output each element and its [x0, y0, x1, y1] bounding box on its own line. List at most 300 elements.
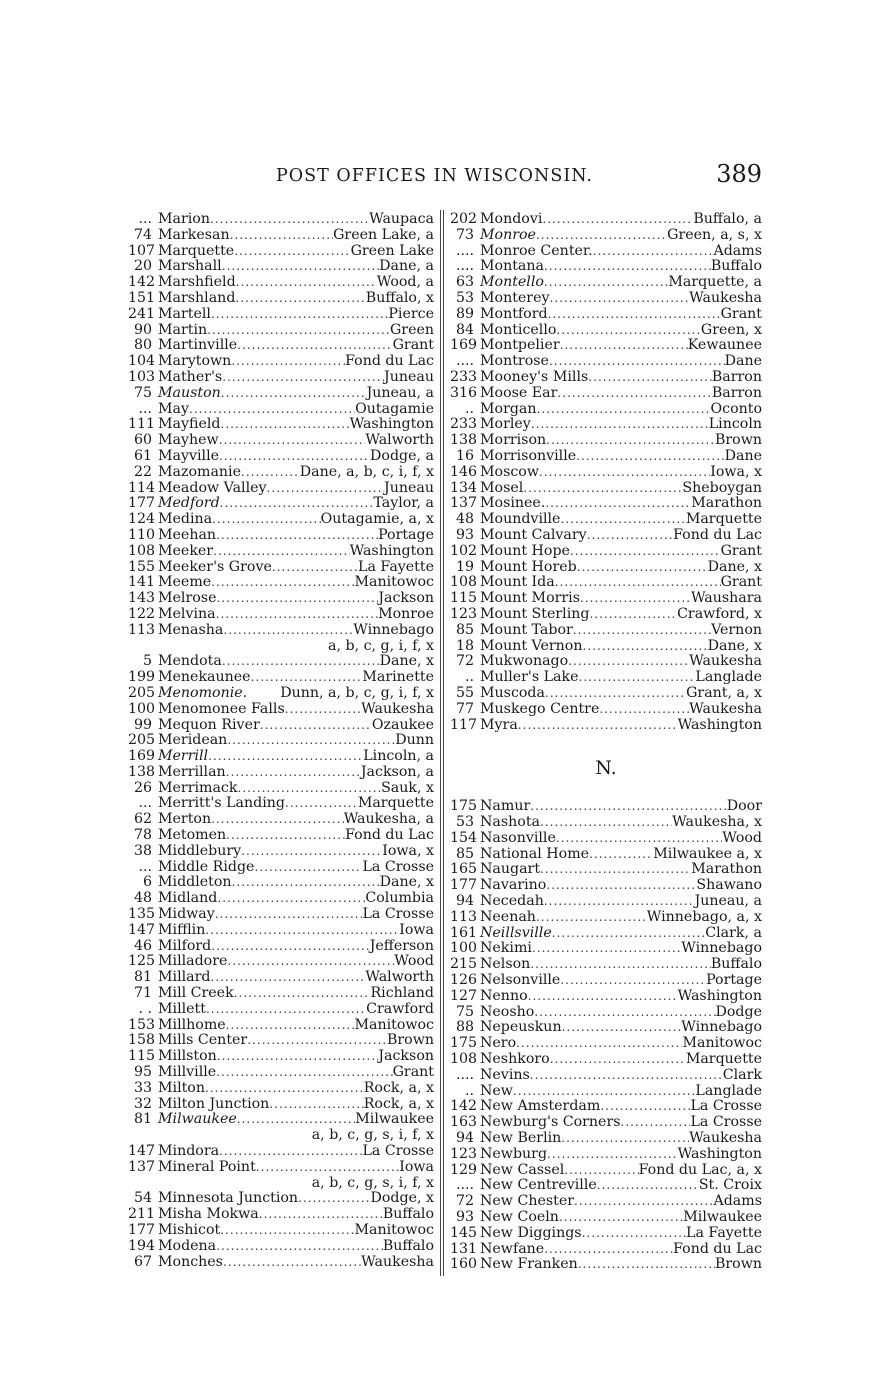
list-item	[128, 1160, 434, 1176]
post-office-name: Marquette	[158, 242, 235, 259]
county-name: Walworth	[365, 432, 434, 449]
post-office-number: 99	[133, 716, 152, 733]
post-office-number: 20	[133, 258, 152, 275]
dot-leader	[542, 212, 693, 228]
post-office-name: Mather's	[158, 368, 223, 385]
post-office-name: Mayville	[158, 447, 220, 464]
dot-leader	[222, 259, 379, 275]
post-office-number: 94	[455, 1130, 474, 1147]
post-office-number: 155	[128, 558, 156, 575]
list-item	[450, 544, 762, 560]
list-item	[450, 1020, 762, 1036]
list-item	[128, 370, 434, 386]
post-office-number: 137	[128, 1158, 156, 1175]
dot-leader	[216, 1239, 383, 1255]
post-office-name: Menekaunee	[158, 669, 251, 686]
dot-leader	[546, 878, 696, 894]
county-name: Wood, a	[376, 274, 434, 291]
post-office-number: . .	[138, 1000, 152, 1017]
dot-leader	[588, 370, 712, 386]
post-office-number: 103	[128, 368, 156, 385]
post-office-number: 100	[128, 700, 156, 717]
post-office-name: Monterey	[480, 289, 550, 306]
county-name: Jackson	[378, 1048, 434, 1065]
list-item	[128, 496, 434, 512]
dot-leader	[534, 1005, 715, 1021]
post-office-number: 138	[450, 432, 478, 449]
dot-leader	[216, 607, 378, 623]
list-item	[450, 831, 762, 847]
post-office-name: Mindora	[158, 1143, 220, 1160]
dot-leader	[285, 796, 358, 812]
list-item	[450, 686, 762, 702]
dot-leader	[555, 575, 721, 591]
post-office-number: 169	[128, 748, 156, 765]
dot-leader	[234, 244, 350, 260]
county-name: La Fayette	[686, 1224, 762, 1241]
county-name: La Crosse	[362, 858, 434, 875]
dot-leader	[208, 749, 363, 765]
post-office-name: Milton Junction	[158, 1095, 270, 1112]
post-office-number: 48	[133, 890, 152, 907]
county-name: Vernon	[711, 621, 762, 638]
county-name: Jefferson	[369, 937, 434, 954]
post-office-number: 169	[450, 337, 478, 354]
county-name: Brown	[386, 1032, 434, 1049]
dot-leader	[237, 781, 381, 797]
dot-leader	[219, 449, 370, 465]
dot-leader	[589, 607, 677, 623]
post-office-name: Millett	[158, 1000, 206, 1017]
county-name: Buffalo, x	[365, 289, 434, 306]
post-office-number: 161	[450, 924, 478, 941]
county-name: La Crosse	[690, 1098, 762, 1115]
dot-leader	[600, 1099, 690, 1115]
dot-leader	[211, 575, 354, 591]
post-office-number: 102	[450, 542, 478, 559]
county-name: Dodge, a	[370, 447, 434, 464]
left-column	[128, 212, 434, 1270]
post-office-number: 158	[128, 1032, 156, 1049]
list-item	[450, 291, 762, 307]
list-item	[128, 307, 434, 323]
dot-leader	[212, 512, 321, 528]
post-office-name: Marshall	[158, 258, 222, 275]
county-name: Grant	[392, 1064, 434, 1081]
post-office-number: 72	[455, 653, 474, 670]
county-name: Washington	[677, 716, 762, 733]
post-office-number: 233	[450, 368, 478, 385]
post-office-name: Menomonie.	[158, 684, 248, 701]
list-item	[450, 815, 762, 831]
list-item	[450, 1036, 762, 1052]
post-office-name: New	[480, 1082, 513, 1099]
county-name: Brown	[714, 1256, 762, 1273]
county-name: Waukesha	[689, 653, 762, 670]
dot-leader	[531, 417, 709, 433]
list-item	[450, 847, 762, 863]
dot-leader	[210, 212, 369, 228]
post-office-name: Martell	[158, 305, 211, 322]
post-office-name: Millston	[158, 1048, 217, 1065]
list-item	[450, 1242, 762, 1258]
list-item	[450, 402, 762, 418]
dot-leader	[574, 1194, 713, 1210]
dot-leader	[210, 970, 365, 986]
dot-leader	[547, 1147, 678, 1163]
county-name: Dane, x	[379, 653, 434, 670]
post-office-number: ...	[138, 211, 152, 227]
county-name: Dane, a, b, c, i, f, x	[299, 463, 434, 480]
post-office-number: 137	[450, 495, 478, 512]
post-office-number: 22	[133, 463, 152, 480]
list-item	[128, 670, 434, 686]
county-name: Waukesha	[689, 289, 762, 306]
post-office-number: 61	[133, 447, 152, 464]
post-office-name: New Chester	[480, 1193, 575, 1210]
post-office-number: 202	[450, 211, 478, 227]
post-office-name: Morrisonville	[480, 447, 577, 464]
dot-leader	[217, 1049, 379, 1065]
post-office-name: Mount Hope	[480, 542, 570, 559]
county-name: Brown	[714, 432, 762, 449]
post-office-name: Milton	[158, 1079, 205, 1096]
list-item	[450, 1005, 762, 1021]
post-office-number: 26	[133, 779, 152, 796]
list-item	[450, 481, 762, 497]
dot-leader	[231, 354, 345, 370]
dot-leader	[560, 973, 706, 989]
county-name: Waukesha, x	[672, 814, 762, 831]
list-item	[450, 449, 762, 465]
list-item	[128, 228, 434, 244]
dot-leader	[219, 433, 366, 449]
post-office-name: Medina	[158, 511, 213, 528]
dot-leader	[235, 291, 365, 307]
post-office-number: 95	[133, 1064, 152, 1081]
county-name: Sheboygan	[682, 479, 762, 496]
post-office-name: Martinville	[158, 337, 238, 354]
county-name: Marathon	[691, 495, 762, 512]
county-name: Winnebago	[681, 1019, 762, 1036]
post-office-name: Menomonee Falls	[158, 700, 285, 717]
post-office-number: ..	[464, 669, 474, 686]
post-office-name: New Berlin	[480, 1130, 562, 1147]
post-office-name: Meeker's Grove	[158, 558, 272, 575]
county-name: Marquette	[357, 795, 434, 812]
list-item	[450, 1194, 762, 1210]
post-office-number: 142	[128, 274, 156, 291]
dot-leader	[545, 496, 691, 512]
county-name: Milwaukee	[355, 1111, 434, 1128]
post-office-number: 127	[450, 987, 478, 1004]
list-item	[128, 1239, 434, 1255]
dot-leader	[227, 733, 395, 749]
post-office-number: 177	[450, 877, 478, 894]
dot-leader	[544, 275, 668, 291]
county-name: Juneau, a	[694, 893, 762, 910]
list-item	[128, 1033, 434, 1049]
post-office-number: 75	[133, 384, 152, 401]
list-item	[450, 323, 762, 339]
county-name: La Crosse	[362, 1143, 434, 1160]
dot-leader	[523, 481, 682, 497]
list-item	[450, 718, 762, 734]
list-item	[450, 1084, 762, 1100]
post-office-number: ..	[464, 1082, 474, 1099]
list-item	[450, 957, 762, 973]
dot-leader	[560, 512, 685, 528]
post-office-number: ...	[138, 858, 152, 875]
list-item	[450, 1052, 762, 1068]
post-office-number: 89	[455, 305, 474, 322]
dot-leader	[536, 910, 647, 926]
post-office-number: 165	[450, 861, 478, 878]
post-office-name: Morgan	[480, 400, 537, 417]
post-office-name: Neshkoro	[480, 1051, 550, 1068]
county-name: Washington	[349, 416, 434, 433]
county-name: Jackson, a	[360, 763, 434, 780]
list-item	[450, 228, 762, 244]
post-office-name: Newburg's Corners	[480, 1114, 621, 1131]
post-office-number: 146	[450, 463, 478, 480]
dot-leader	[216, 591, 378, 607]
post-office-name: Mount Tabor	[480, 621, 573, 638]
county-name: Manitowoc	[354, 1016, 434, 1033]
post-office-name: Mayfield	[158, 416, 221, 433]
county-name: Portage	[378, 526, 434, 543]
county-name: Grant	[720, 542, 762, 559]
county-name: Oconto	[710, 400, 762, 417]
county-name: Winnebago	[681, 940, 762, 957]
post-office-number: 53	[455, 814, 474, 831]
post-office-name: Muscoda	[480, 684, 545, 701]
post-office-name: Nasonville	[480, 829, 556, 846]
list-item	[450, 799, 762, 815]
list-item	[128, 686, 434, 702]
dot-leader	[259, 1207, 383, 1223]
dot-leader	[578, 670, 695, 686]
dot-leader	[236, 275, 377, 291]
list-item	[128, 481, 434, 497]
post-office-name: Misha Mokwa	[158, 1206, 259, 1223]
post-office-name: Newfane	[480, 1240, 545, 1257]
county-name: Juneau	[384, 368, 434, 385]
list-item	[128, 781, 434, 797]
county-name: Portage	[706, 972, 762, 989]
post-office-name: Midway	[158, 906, 215, 923]
list-item	[128, 1081, 434, 1097]
county-name: Manitowoc	[354, 574, 434, 591]
dot-leader	[211, 812, 344, 828]
post-office-name: Nelson	[480, 956, 531, 973]
dot-leader	[549, 354, 725, 370]
county-name: Dane, x	[707, 558, 762, 575]
dot-leader	[582, 1226, 686, 1242]
post-office-name: Mosel	[480, 479, 524, 496]
post-office-number: 104	[128, 353, 156, 370]
post-office-number: 60	[133, 432, 152, 449]
list-item	[450, 370, 762, 386]
county-name: Marinette	[362, 669, 434, 686]
running-title: POST OFFICES IN WISCONSIN.	[276, 166, 593, 186]
dot-leader	[530, 799, 727, 815]
list-item	[128, 1065, 434, 1081]
county-name: Washington	[677, 1145, 762, 1162]
county-name: Fond du Lac	[673, 526, 762, 543]
post-office-number: 142	[450, 1098, 478, 1115]
post-office-name: Mooney's Mills	[480, 368, 589, 385]
county-name: Green	[389, 321, 434, 338]
post-office-name: Middle Ridge	[158, 858, 255, 875]
post-office-number: 38	[133, 842, 152, 859]
post-office-number: 123	[450, 605, 478, 622]
post-office-name: Melrose	[158, 590, 217, 607]
list-item	[128, 986, 434, 1002]
post-office-number: 72	[455, 1193, 474, 1210]
post-office-number: 54	[133, 1190, 152, 1207]
dot-leader	[578, 1257, 715, 1273]
county-name: Wood	[394, 953, 434, 970]
post-office-number: 108	[128, 542, 156, 559]
dot-leader	[251, 670, 363, 686]
list-item	[450, 1131, 762, 1147]
county-name: Milwaukee	[683, 1209, 762, 1226]
post-office-name: New Diggings	[480, 1224, 582, 1241]
post-office-number: 62	[133, 811, 152, 828]
post-office-name: Nevins	[480, 1066, 530, 1083]
county-name: Langlade	[695, 669, 762, 686]
post-office-name: Mayhew	[158, 432, 219, 449]
post-office-name: Mills Center	[158, 1032, 248, 1049]
list-item	[450, 259, 762, 275]
county-name: Milwaukee a, x	[653, 845, 762, 862]
post-office-number: 88	[455, 1019, 474, 1036]
county-name: Buffalo	[382, 1237, 434, 1254]
post-office-number: ..	[464, 400, 474, 417]
county-name: Jackson	[378, 590, 434, 607]
dot-leader	[589, 847, 653, 863]
county-name: Rock, a, x	[363, 1095, 434, 1112]
county-name: Green Lake, a	[333, 226, 434, 243]
list-item	[450, 1099, 762, 1115]
county-name: Iowa	[399, 1158, 434, 1175]
post-office-name: Martin	[158, 321, 208, 338]
dot-leader	[234, 986, 371, 1002]
post-office-number: 124	[128, 511, 156, 528]
county-name: Outagamie, a, x	[320, 511, 434, 528]
post-office-number: 81	[133, 1111, 152, 1128]
list-item	[128, 402, 434, 418]
dot-leader	[230, 228, 333, 244]
dot-leader	[222, 654, 380, 670]
post-office-number: 138	[128, 763, 156, 780]
county-name: Columbia	[365, 890, 434, 907]
dot-leader	[556, 831, 722, 847]
post-office-number: 143	[128, 590, 156, 607]
post-office-name: Meeker	[158, 542, 214, 559]
list-item	[128, 338, 434, 354]
column-divider	[440, 210, 444, 1276]
county-name: Grant	[720, 305, 762, 322]
post-office-name: Mauston	[158, 384, 221, 401]
post-office-number: ...	[138, 795, 152, 812]
list-item	[128, 1255, 434, 1271]
county-name: Dane	[724, 353, 762, 370]
post-office-number: 177	[128, 495, 156, 512]
list-item	[450, 244, 762, 260]
list-item	[128, 1002, 434, 1018]
county-name: Richland	[370, 985, 434, 1002]
post-office-name: Mosinee.	[480, 495, 546, 512]
post-office-number: 147	[128, 921, 156, 938]
list-item	[450, 512, 762, 528]
post-office-number: 117	[450, 716, 478, 733]
post-office-number: ....	[455, 258, 474, 275]
post-office-number: 153	[128, 1016, 156, 1033]
list-item	[450, 496, 762, 512]
post-office-name: Melvina	[158, 605, 216, 622]
right-m-entries	[450, 212, 762, 733]
dot-leader	[226, 765, 361, 781]
list-item	[450, 623, 762, 639]
list-item	[128, 1144, 434, 1160]
post-office-number: 73	[455, 226, 474, 243]
post-office-number: 154	[450, 829, 478, 846]
post-office-name: Mendota	[158, 653, 222, 670]
post-office-name: Mill Creek	[158, 985, 234, 1002]
dot-leader	[528, 989, 678, 1005]
dot-leader	[237, 338, 392, 354]
post-office-number: 94	[455, 893, 474, 910]
post-office-name: Merritt's Landing	[158, 795, 285, 812]
post-office-number: 107	[128, 242, 156, 259]
county-name: Dunn	[395, 732, 434, 749]
post-office-number: 75	[455, 1003, 474, 1020]
post-office-number: 205	[128, 732, 156, 749]
dot-leader	[211, 307, 388, 323]
dot-leader	[217, 891, 365, 907]
list-item	[128, 891, 434, 907]
post-office-number: 114	[128, 479, 156, 496]
dot-leader	[518, 718, 678, 734]
right-column	[450, 212, 762, 1273]
county-name: Lincoln	[708, 416, 762, 433]
post-office-name: Merrimack	[158, 779, 238, 796]
list-item	[450, 607, 762, 623]
county-name: Ozaukee	[371, 716, 434, 733]
dot-leader	[241, 465, 300, 481]
county-name: Marquette	[685, 511, 762, 528]
dot-leader	[548, 307, 721, 323]
post-office-number: 6	[142, 874, 152, 891]
list-item	[128, 954, 434, 970]
dot-leader	[583, 639, 708, 655]
dot-leader	[599, 702, 689, 718]
county-name: Marathon	[691, 861, 762, 878]
county-name: Buffalo	[710, 258, 762, 275]
list-item	[128, 702, 434, 718]
county-name: Barron	[711, 384, 762, 401]
post-office-name: Navarino	[480, 877, 547, 894]
post-office-number: 141	[128, 574, 156, 591]
post-office-name: Muller's Lake	[480, 669, 579, 686]
post-office-name: Mount Vernon	[480, 637, 583, 654]
county-name: Green, a, s, x	[667, 226, 762, 243]
post-office-name: Mount Calvary	[480, 526, 587, 543]
post-office-name: Muskego Centre	[480, 700, 600, 717]
post-office-number: ....	[455, 1177, 474, 1194]
